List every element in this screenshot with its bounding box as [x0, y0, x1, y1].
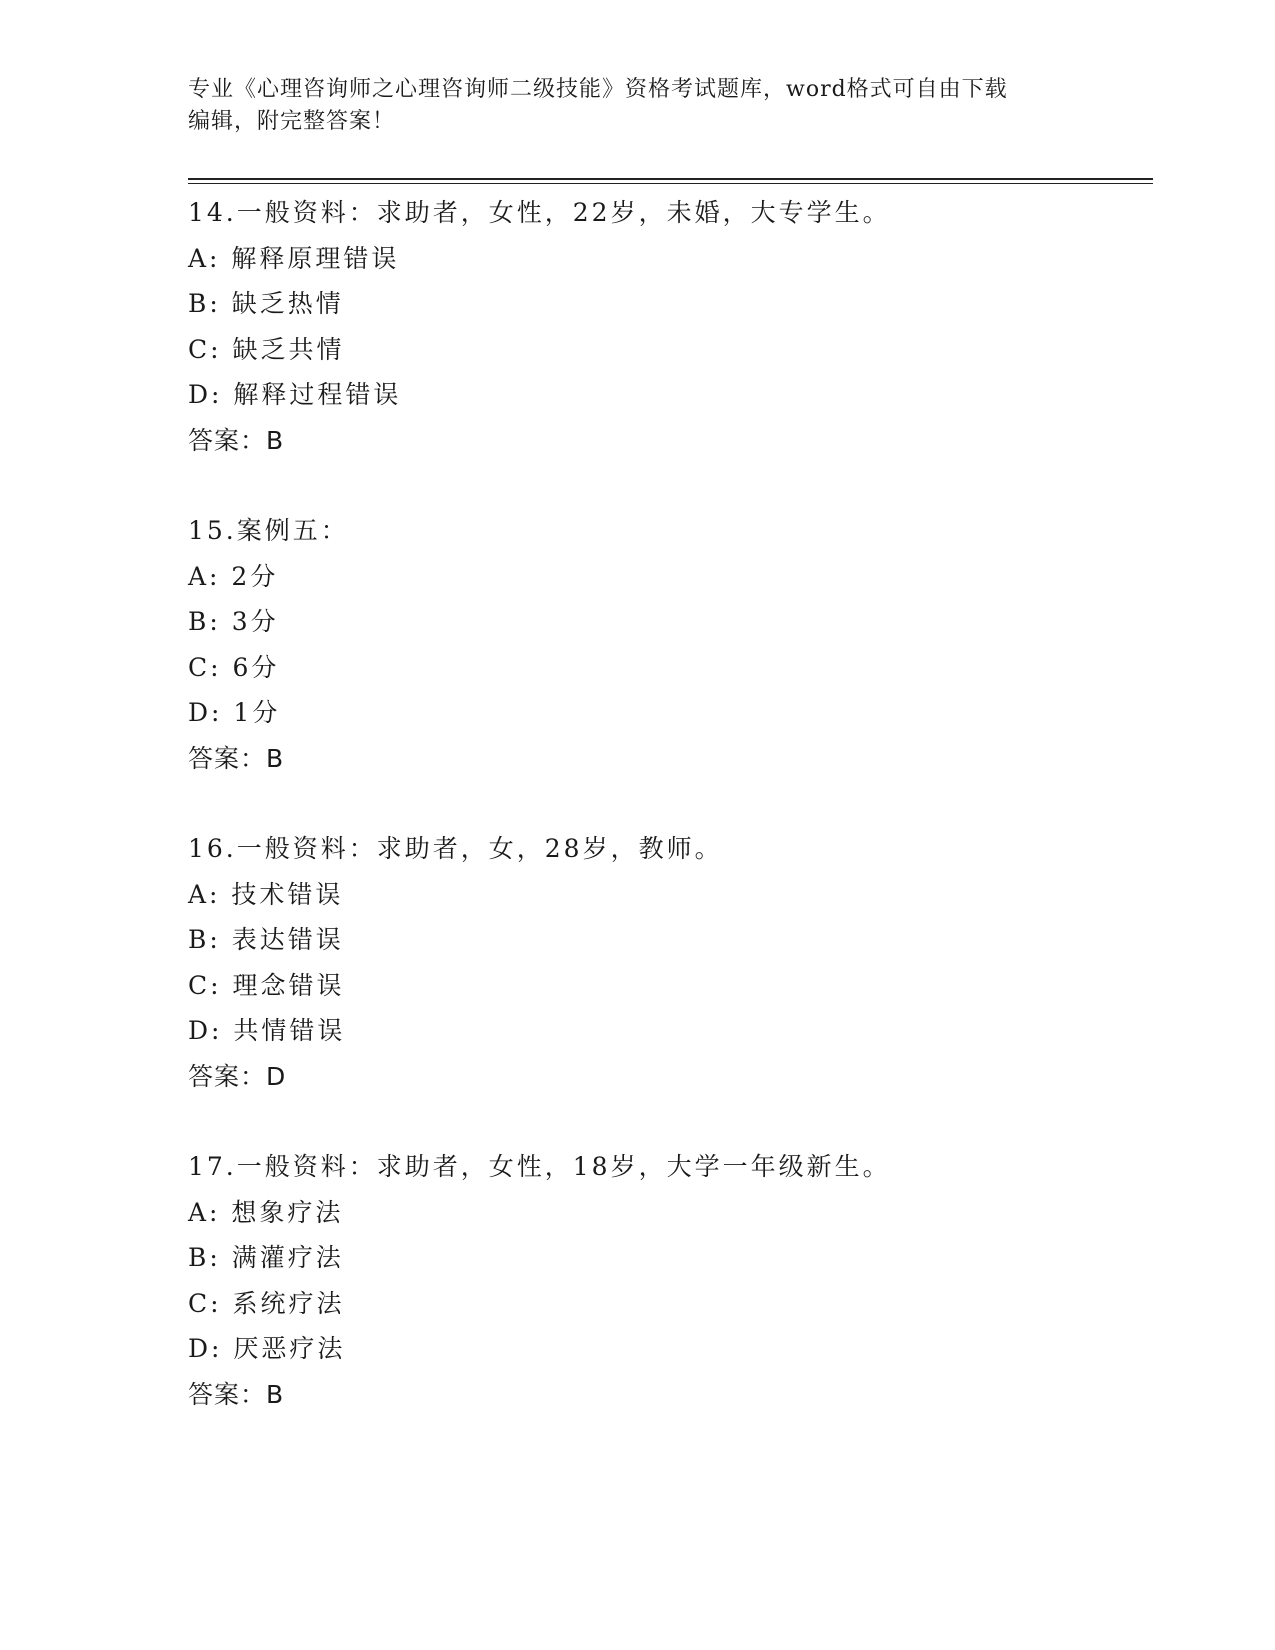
- option-d: D: 厌恶疗法: [188, 1334, 346, 1363]
- option-a: A: 想象疗法: [188, 1197, 344, 1227]
- option-d: D: 1分: [188, 698, 281, 727]
- question-stem: 17.一般资料：求助者，女性，18岁，大学一年级新生。: [188, 1152, 891, 1181]
- question-list: [188, 190, 1148, 1462]
- option-c: C: 6分: [188, 652, 280, 682]
- option-c: C: 系统疗法: [188, 1288, 345, 1318]
- answer-line: 答案：B: [188, 1379, 285, 1409]
- option-a: A: 2分: [188, 561, 279, 591]
- option-c: C: 缺乏共情: [188, 334, 345, 364]
- option-b: B: 满灌疗法: [188, 1243, 344, 1272]
- header-line-2: 编辑，附完整答案！: [188, 109, 396, 134]
- answer-line: 答案：B: [188, 425, 285, 455]
- option-c: C: 理念错误: [188, 970, 345, 1000]
- question-17: [188, 1144, 1148, 1417]
- question-stem: 14.一般资料：求助者，女性，22岁，未婚，大专学生。: [188, 198, 891, 227]
- answer-line: 答案：B: [188, 743, 285, 773]
- question-16: [188, 826, 1148, 1099]
- option-b: B: 缺乏热情: [188, 289, 344, 318]
- option-d: D: 共情错误: [188, 1016, 346, 1045]
- question-14: [188, 190, 1148, 463]
- header-divider-thick: [188, 178, 1153, 180]
- question-15: [188, 508, 1148, 781]
- document-header: [188, 74, 1088, 138]
- option-d: D: 解释过程错误: [188, 380, 402, 409]
- option-a: A: 技术错误: [188, 879, 344, 909]
- option-b: B: 3分: [188, 607, 279, 636]
- option-a: A: 解释原理错误: [188, 243, 400, 273]
- option-b: B: 表达错误: [188, 925, 344, 954]
- question-stem: 16.一般资料：求助者，女，28岁，教师。: [188, 834, 723, 863]
- answer-line: 答案：D: [188, 1061, 287, 1091]
- header-divider-thin: [188, 183, 1153, 184]
- header-line-1: 专业《心理咨询师之心理咨询师二级技能》资格考试题库，word格式可自由下载: [188, 77, 1008, 102]
- question-stem: 15.案例五：: [188, 516, 349, 545]
